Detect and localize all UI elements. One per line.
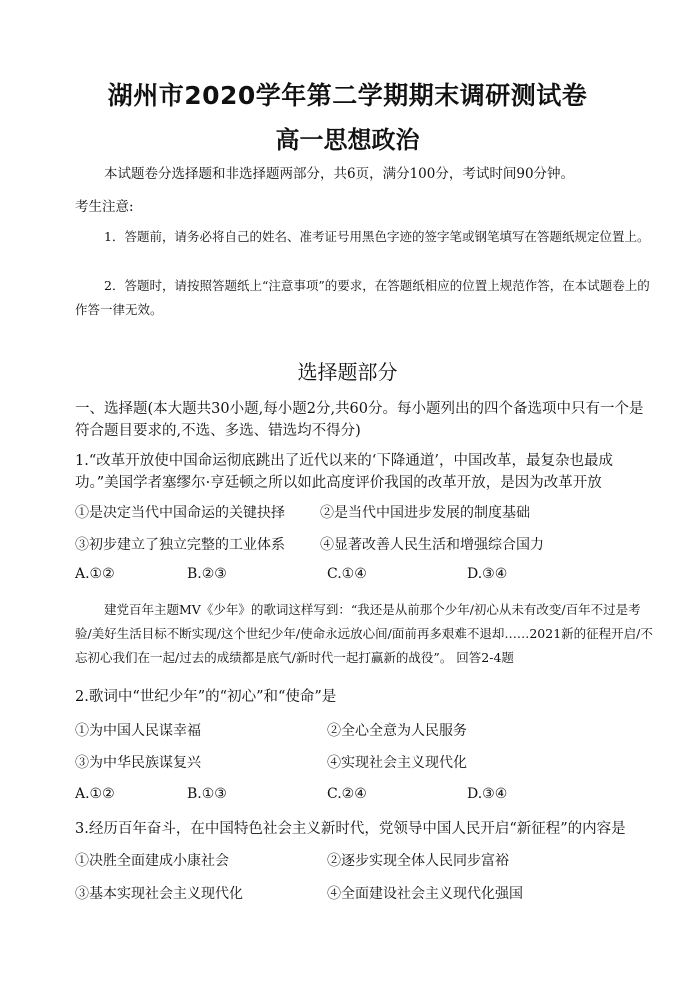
exam-intro: 本试题卷分选择题和非选择题两部分，共6页，满分100分，考试时间90分钟。 (104, 166, 575, 182)
q1-choice-d: D.③④ (467, 566, 508, 582)
q3-item-4: ④全面建设社会主义现代化强国 (327, 886, 523, 902)
q1-item-1: ①是决定当代中国命运的关键抉择 (75, 505, 285, 521)
q1-choice-a: A.①② (75, 566, 115, 582)
note-2: 2．答题时，请按照答题纸上“注意事项”的要求，在答题纸相应的位置上规范作答，在本试题卷上的作答一律无效。 (75, 278, 650, 317)
q2-choice-a: A.①② (75, 786, 115, 802)
q2-item-3: ③为中华民族谋复兴 (75, 755, 201, 771)
section-title: 选择题部分 (297, 360, 398, 384)
q3-item-2: ②逐步实现全体人民同步富裕 (327, 853, 509, 869)
q2-choice-d: D.③④ (467, 786, 508, 802)
question-3-stem: 3.经历百年奋斗，在中国特色社会主义新时代，党领导中国人民开启“新征程”的内容是 (75, 821, 626, 837)
question-1-stem: 1.“改革开放使中国命运彻底跳出了近代以来的‘下降通道’，中国改革，最复杂也最成功。”美国学者塞缪尔·亨廷顿之所以如此高度评价我国的改革开放，是因为改革开放 (75, 453, 613, 491)
question-2-stem: 2.歌词中“世纪少年”的“初心”和“使命”是 (75, 689, 337, 705)
notes-heading: 考生注意: (75, 199, 134, 215)
q1-item-4: ④显著改善人民生活和增强综合国力 (320, 537, 544, 553)
subject-title: 高一思想政治 (275, 126, 420, 154)
exam-title: 湖州市2020学年第二学期期末调研测试卷 (107, 81, 588, 110)
q1-item-2: ②是当代中国进步发展的制度基础 (320, 505, 530, 521)
q1-choice-c: C.①④ (327, 566, 367, 582)
q3-item-3: ③基本实现社会主义现代化 (75, 886, 243, 902)
q3-item-1: ①决胜全面建成小康社会 (75, 853, 229, 869)
q2-item-1: ①为中国人民谋幸福 (75, 723, 201, 739)
q1-choice-b: B.②③ (187, 566, 227, 582)
q2-item-4: ④实现社会主义现代化 (327, 755, 467, 771)
section-instruction: 一、选择题(本大题共30小题,每小题2分,共60分。每小题列出的四个备选项中只有一个是符合题目要求的,不选、多选、错选均不得分) (75, 401, 644, 439)
song-material: 建党百年主题MV《少年》的歌词这样写到：“我还是从前那个少年/初心从未有改变/百年不过是考验/美好生活目标不断实现/这个世纪少年/使命永远放心间/面前再多艰难不退却……2021新的征程开启/不忘初心我们在一起/过去的成绩都是底气/新时代一起打赢新的战役”。 回答2-4题 (75, 602, 653, 665)
q2-item-2: ②全心全意为人民服务 (327, 723, 467, 739)
q2-choice-b: B.①③ (187, 786, 227, 802)
q1-item-3: ③初步建立了独立完整的工业体系 (75, 537, 285, 553)
q2-choice-c: C.②④ (327, 786, 367, 802)
note-1: 1．答题前，请务必将自己的姓名、准考证号用黑色字迹的签字笔或钢笔填写在答题纸规定位置上。 (104, 229, 650, 244)
